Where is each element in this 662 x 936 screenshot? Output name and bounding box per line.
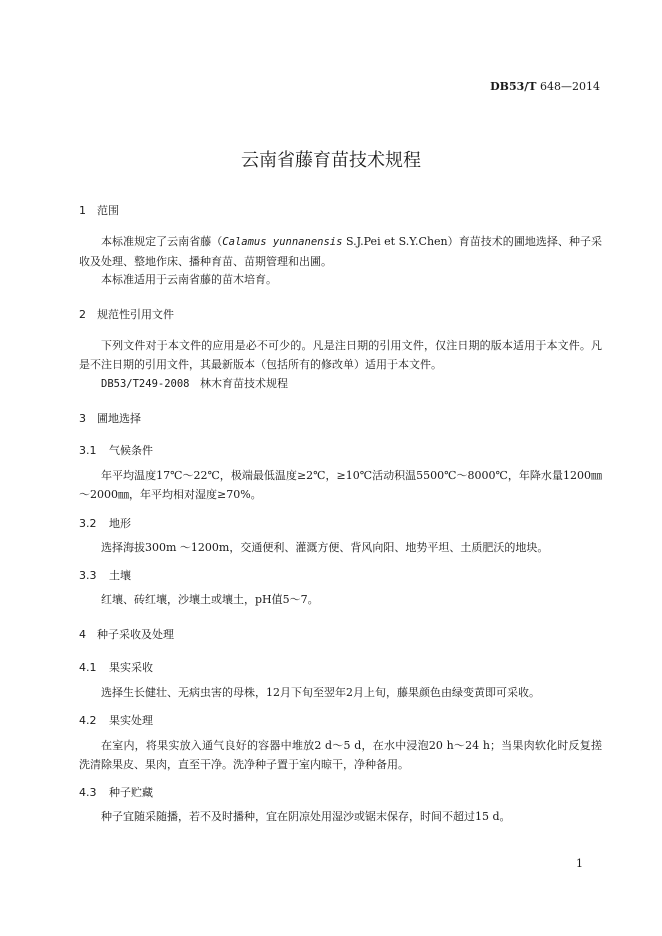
section-3-3-paragraph: 红壤、砖红壤，沙壤土或壤土，pH值5～7。 — [101, 593, 319, 606]
section-3-2-heading — [79, 515, 131, 531]
scientific-name: Calamus yunnanensis — [222, 236, 343, 248]
section-title: 土壤 — [109, 569, 131, 582]
section-title: 范围 — [97, 204, 119, 217]
section-4-3-heading — [79, 784, 153, 800]
section-4-heading — [79, 626, 174, 642]
standard-number-header — [490, 80, 600, 93]
section-title: 果实处理 — [109, 714, 153, 727]
section-2-heading — [79, 306, 174, 322]
section-4-2-paragraph: 在室内，将果实放入通气良好的容器中堆放2 d～5 d，在水中浸泡20 h～24 h；当果肉软化时反复搓洗清除果皮、果肉，直至干净。洗净种子置于室内晾干，净种备用。 — [79, 739, 602, 771]
section-2-reference — [79, 374, 602, 394]
section-number: 2 — [79, 308, 86, 321]
reference-code: DB53/T249-2008 — [101, 378, 190, 390]
section-title: 圃地选择 — [97, 412, 141, 425]
document-title: 云南省藤育苗技术规程 — [241, 150, 421, 171]
section-1-paragraph-1 — [79, 232, 602, 271]
section-number: 4.3 — [79, 786, 97, 799]
section-4-3-paragraph: 种子宜随采随播，若不及时播种，宜在阴凉处用湿沙或锯末保存，时间不超过15 d。 — [101, 810, 511, 823]
section-3-1-heading — [79, 442, 153, 458]
section-4-1-paragraph: 选择生长健壮、无病虫害的母株，12月下旬至翌年2月上旬，藤果颜色由绿变黄即可采收。 — [101, 686, 540, 699]
section-title: 种子采收及处理 — [97, 628, 174, 641]
section-number: 4.2 — [79, 714, 97, 727]
text-run: 本标准规定了云南省藤（ — [101, 235, 223, 248]
section-number: 3.2 — [79, 517, 97, 530]
section-3-2-paragraph: 选择海拔300m ～1200m，交通便利、灌溉方便、背风向阳、地势平坦、土质肥沃的地块。 — [101, 541, 549, 554]
section-2-paragraph-1: 下列文件对于本文件的应用是必不可少的。凡是注日期的引用文件，仅注日期的版本适用于本文件。凡是不注日期的引用文件，其最新版本（包括所有的修改单）适用于本文件。 — [79, 339, 602, 371]
section-1-paragraph-2: 本标准适用于云南省藤的苗木培育。 — [101, 273, 277, 286]
section-title: 地形 — [109, 517, 131, 530]
text-run: S.J.Pei et S.Y.Chen）育苗技术的圃地选择、种子采收及处理、整地作床、播种育苗、苗期管理和出圃。 — [79, 235, 603, 268]
reference-title: 林木育苗技术规程 — [200, 377, 289, 390]
page-number: 1 — [576, 857, 583, 870]
section-number: 3 — [79, 412, 86, 425]
section-3-3-heading — [79, 567, 131, 583]
standard-number: 648—2014 — [540, 80, 600, 93]
section-4-1-heading — [79, 659, 153, 675]
section-number: 3.1 — [79, 444, 97, 457]
section-title: 果实采收 — [109, 661, 153, 674]
section-number: 1 — [79, 204, 86, 217]
section-number: 4.1 — [79, 661, 97, 674]
section-1-heading — [79, 202, 119, 218]
section-title: 气候条件 — [109, 444, 153, 457]
section-4-2-heading — [79, 712, 153, 728]
section-number: 3.3 — [79, 569, 97, 582]
section-number: 4 — [79, 628, 86, 641]
section-title: 种子贮藏 — [109, 786, 153, 799]
standard-code: DB53/T — [490, 80, 537, 93]
section-3-heading — [79, 410, 141, 426]
section-3-1-paragraph: 年平均温度17℃～22℃，极端最低温度≥2℃，≥10℃活动积温5500℃～8000℃，年降水量1200㎜～2000㎜，年平均相对湿度≥70%。 — [79, 469, 602, 501]
section-title: 规范性引用文件 — [97, 308, 174, 321]
